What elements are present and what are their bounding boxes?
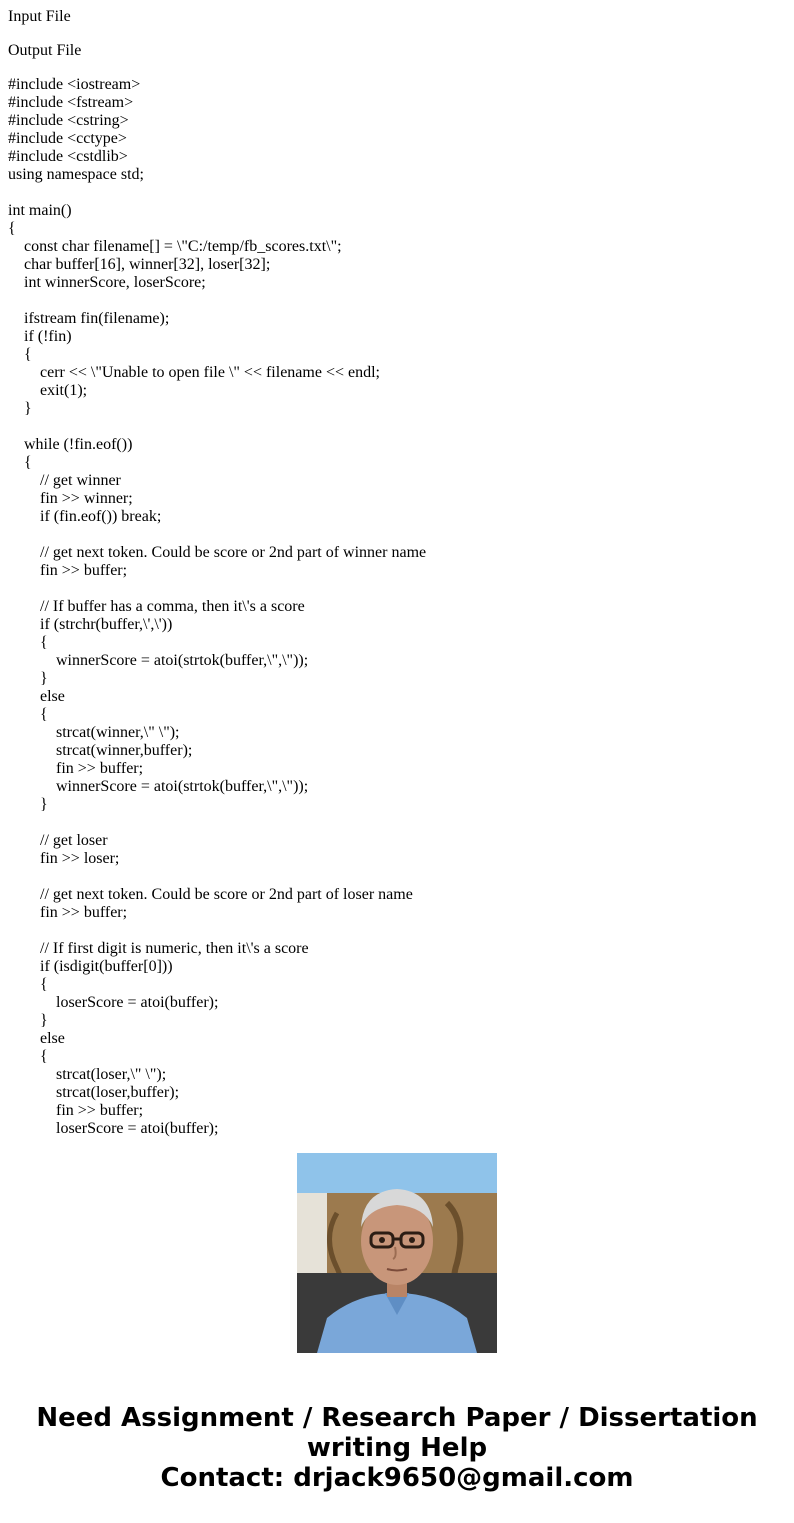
code-line: loserScore = atoi(buffer); [8,1120,219,1137]
code-line: strcat(loser,buffer); [8,1084,180,1101]
code-line: winnerScore = atoi(strtok(buffer,\",\")); [8,778,309,795]
code-line: fin >> buffer; [8,562,128,579]
code-line: if (strchr(buffer,\',\')) [8,616,173,633]
promo-line-1: Need Assignment / Research Paper / Dissertation [36,1403,758,1433]
code-line [8,526,786,544]
code-line: { [8,220,16,237]
code-line: if (isdigit(buffer[0])) [8,958,173,975]
code-line: winnerScore = atoi(strtok(buffer,\",\")); [8,652,309,669]
code-line [8,580,786,598]
code-line: ifstream fin(filename); [8,310,170,327]
code-line: #include <cctype> [8,130,127,147]
code-line: // If buffer has a comma, then it\'s a score [8,598,305,615]
code-line: fin >> loser; [8,850,120,867]
code-line [8,184,786,202]
code-line [8,418,786,436]
code-line: // get next token. Could be score or 2nd part of winner name [8,544,427,561]
code-line: { [8,454,32,471]
code-line: using namespace std; [8,166,144,183]
code-listing [8,76,786,1137]
promo-line-2: writing Help [306,1433,488,1463]
author-avatar [297,1153,497,1353]
code-line: fin >> buffer; [8,904,128,921]
code-line: { [8,1048,48,1065]
code-line: strcat(loser,\" \"); [8,1066,167,1083]
promo-footer [0,1403,794,1493]
code-line: // get loser [8,832,108,849]
code-line: strcat(winner,\" \"); [8,724,180,741]
code-line [8,922,786,940]
code-line: // get next token. Could be score or 2nd part of loser name [8,886,413,903]
code-line: char buffer[16], winner[32], loser[32]; [8,256,271,273]
code-line: else [8,1030,65,1047]
code-line: #include <cstring> [8,112,129,129]
code-line [8,292,786,310]
output-file-link[interactable]: Output File [8,42,82,59]
code-line: // get winner [8,472,121,489]
code-line: fin >> winner; [8,490,133,507]
code-line: { [8,634,48,651]
code-line [8,868,786,886]
code-line: #include <fstream> [8,94,134,111]
code-line: loserScore = atoi(buffer); [8,994,219,1011]
code-line: else [8,688,65,705]
code-line: { [8,976,48,993]
code-line: cerr << \"Unable to open file \" << filename << endl; [8,364,380,381]
code-line: } [8,796,48,813]
code-line: { [8,346,32,363]
contact-email[interactable]: Contact: drjack9650@gmail.com [160,1463,634,1493]
code-line: exit(1); [8,382,88,399]
code-line: strcat(winner,buffer); [8,742,193,759]
code-line [8,814,786,832]
code-line: #include <cstdlib> [8,148,128,165]
input-file-link[interactable]: Input File [8,8,71,25]
code-line: } [8,400,32,417]
code-line: while (!fin.eof()) [8,436,133,453]
code-line: fin >> buffer; [8,760,144,777]
code-line: int winnerScore, loserScore; [8,274,206,291]
code-line: fin >> buffer; [8,1102,144,1119]
code-line: } [8,670,48,687]
code-line: { [8,706,48,723]
code-line: } [8,1012,48,1029]
author-portrait-icon [297,1153,497,1353]
code-line: if (!fin) [8,328,72,345]
code-line: if (fin.eof()) break; [8,508,162,525]
code-line: const char filename[] = \"C:/temp/fb_scores.txt\"; [8,238,342,255]
code-line: #include <iostream> [8,76,141,93]
code-line: int main() [8,202,72,219]
code-line: // If first digit is numeric, then it\'s a score [8,940,309,957]
